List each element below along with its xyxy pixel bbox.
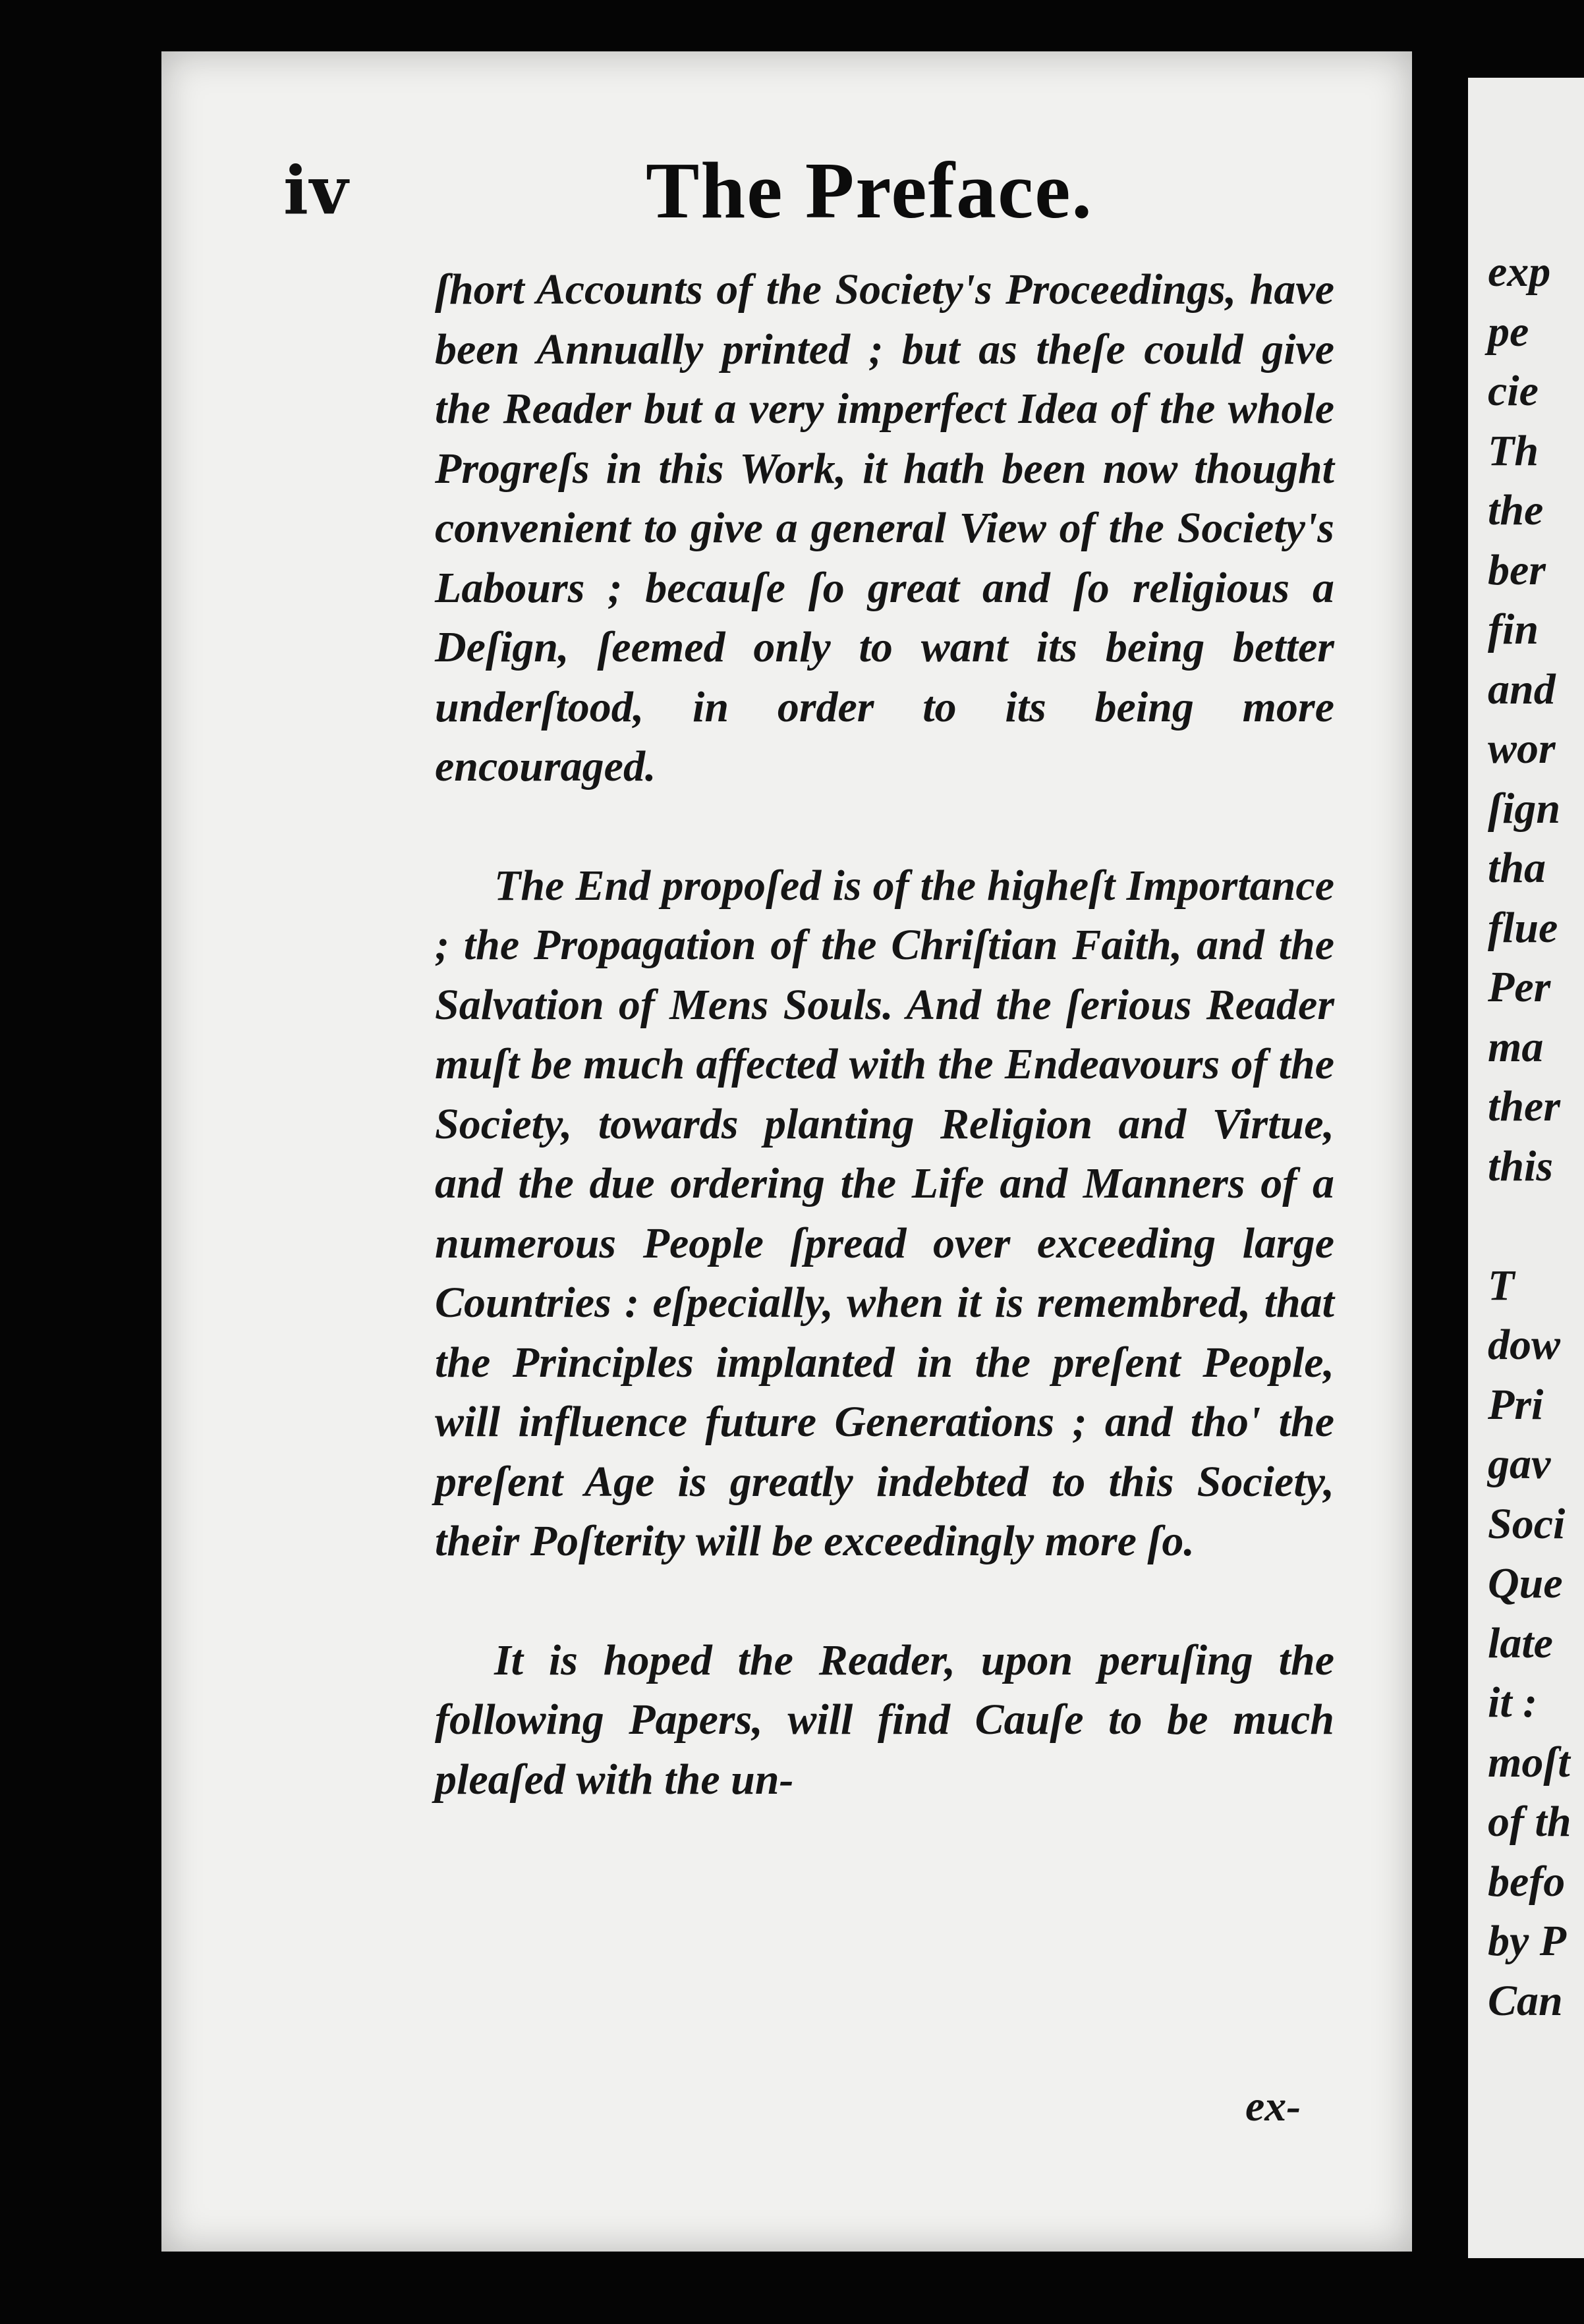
adjacent-page-line: gav — [1488, 1440, 1551, 1488]
page-number: iv — [283, 152, 350, 229]
adjacent-page-line: of th — [1488, 1798, 1571, 1846]
adjacent-page-text — [1488, 242, 1571, 2031]
paragraph-2: The End propoſed is of the higheſt Importance ; the Propagation of the Chriſtian Faith, and the Salvation of Mens Souls. And the ſerious Reader muſt be much affected with the Endeavours of the Society, towards planting Religion and Virtue, and the due ordering the Life and Manners of a numerous People ſpread over exceeding large Countries : eſpecially, when it is remembred, that the Principles implanted in the preſent People, will influence future Generations ; and tho' the preſent Age is greatly indebted to this Society, their Poſterity will be exceedingly more ſo. — [435, 861, 1334, 1565]
adjacent-page-line: the — [1488, 486, 1544, 534]
adjacent-page-line: late — [1488, 1618, 1553, 1667]
adjacent-page-line — [1488, 1196, 1571, 1256]
adjacent-page-line: by P — [1488, 1917, 1567, 1965]
adjacent-page-line: flue — [1488, 903, 1558, 952]
paragraph-1: ſhort Accounts of the Society's Proceedings, have been Annually printed ; but as theſe could give the Reader but a very imperfect Idea of the whole Progreſs in this Work, it hath been now thought convenient to give a general View of the Society's Labours ; becauſe ſo great and ſo religious a Deſign, ſeemed only to want its being better underſtood, in order to its being more encouraged. — [435, 265, 1334, 790]
catchword: ex- — [1245, 2082, 1301, 2130]
adjacent-page-line: and — [1488, 665, 1556, 713]
adjacent-page-line: Pri — [1488, 1380, 1544, 1429]
adjacent-page-line: ther — [1488, 1082, 1561, 1130]
adjacent-page-line: T — [1488, 1261, 1515, 1310]
adjacent-page-line: dow — [1488, 1321, 1561, 1369]
adjacent-page-line: pe — [1488, 307, 1529, 356]
adjacent-page-line: befo — [1488, 1857, 1566, 1906]
adjacent-page-line: this — [1488, 1142, 1554, 1190]
adjacent-page-line: ber — [1488, 545, 1546, 594]
adjacent-page-edge — [1468, 78, 1584, 2258]
adjacent-page-line: tha — [1488, 844, 1546, 892]
adjacent-page-line: Soci — [1488, 1499, 1566, 1548]
paragraph-gap — [435, 1572, 1334, 1631]
paragraph-3: It is hoped the Reader, upon peruſing the following Papers, will find Cauſe to be much pleaſed with the un- — [435, 1636, 1334, 1804]
adjacent-page-line: ſign — [1488, 784, 1561, 833]
adjacent-page-line: Que — [1488, 1559, 1563, 1607]
adjacent-page-line: ma — [1488, 1022, 1544, 1071]
adjacent-page-line: exp — [1488, 248, 1551, 296]
body-text — [435, 260, 1334, 1810]
adjacent-page-line: Per — [1488, 963, 1551, 1011]
adjacent-page-line: Can — [1488, 1976, 1563, 2025]
adjacent-page-line: cie — [1488, 367, 1539, 415]
adjacent-page-line: fin — [1488, 605, 1539, 653]
adjacent-page-line: wor — [1488, 725, 1556, 773]
running-head: The Preface. — [646, 146, 1093, 235]
adjacent-page-line: moſt — [1488, 1738, 1570, 1786]
adjacent-page-line: it : — [1488, 1678, 1538, 1727]
paragraph-gap — [435, 797, 1334, 856]
adjacent-page-line: Th — [1488, 426, 1539, 475]
